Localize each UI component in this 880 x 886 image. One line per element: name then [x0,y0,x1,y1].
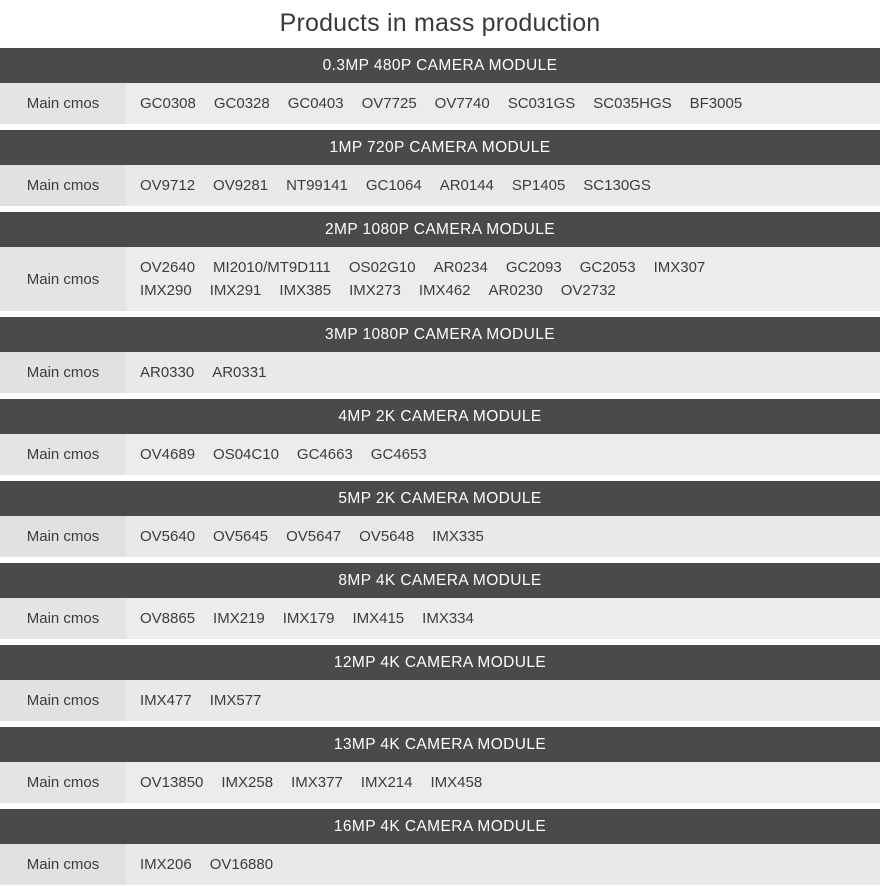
section-header: 16MP 4K CAMERA MODULE [0,809,880,844]
cmos-chip: SC035HGS [593,95,672,112]
cmos-chip: SP1405 [511,177,566,194]
cmos-chip: OV2732 [560,282,616,299]
cmos-chip: OV4689 [140,446,196,463]
cmos-chip: IMX334 [422,610,474,627]
cmos-chip: GC0328 [213,95,270,112]
cmos-chip: IMX214 [360,774,413,791]
row-values [126,762,880,803]
row-label: Main cmos [0,352,126,393]
cmos-chip: OV2640 [140,259,196,276]
cmos-chip: GC2053 [579,259,636,276]
row-label: Main cmos [0,247,126,311]
row-values [126,598,880,639]
row-values [126,516,880,557]
cmos-chip: OS02G10 [348,259,416,276]
cmos-chip: AR0330 [140,364,195,381]
table-row [0,762,880,804]
cmos-chip: NT99141 [286,177,348,194]
cmos-chip: OV5648 [359,528,415,545]
row-label: Main cmos [0,598,126,639]
page-title: Products in mass production [279,9,601,37]
section-header: 13MP 4K CAMERA MODULE [0,727,880,762]
cmos-chip: IMX377 [291,774,343,791]
cmos-chip: OV7725 [361,95,417,112]
row-values [126,165,880,206]
cmos-chip: IMX258 [221,774,274,791]
row-values [126,680,880,721]
cmos-chip: OV5645 [213,528,269,545]
cmos-chip: IMX335 [432,528,484,545]
cmos-chip: OV9281 [213,177,269,194]
cmos-chip: OV8865 [140,610,196,627]
row-label: Main cmos [0,762,126,803]
row-label: Main cmos [0,680,126,721]
section-header: 0.3MP 480P CAMERA MODULE [0,48,880,83]
cmos-chip: IMX219 [213,610,265,627]
table-row [0,83,880,125]
cmos-chip: IMX273 [349,282,401,299]
cmos-chip: GC4663 [296,446,353,463]
section-header: 4MP 2K CAMERA MODULE [0,399,880,434]
table-row [0,247,880,312]
cmos-chip: GC4653 [370,446,427,463]
cmos-chip: OV9712 [140,177,196,194]
cmos-chip: OV5640 [140,528,196,545]
cmos-chip: AR0230 [488,282,543,299]
cmos-chip: AR0144 [439,177,494,194]
cmos-chip: IMX477 [140,692,192,709]
section-header: 5MP 2K CAMERA MODULE [0,481,880,516]
row-label: Main cmos [0,165,126,206]
cmos-chip: IMX458 [430,774,483,791]
cmos-chip: IMX415 [352,610,405,627]
cmos-chip: IMX577 [209,692,262,709]
table-row [0,680,880,722]
cmos-chip: GC1064 [365,177,422,194]
products-table [0,48,880,886]
section-header: 3MP 1080P CAMERA MODULE [0,317,880,352]
row-values [126,352,880,393]
row-label: Main cmos [0,516,126,557]
row-label: Main cmos [0,434,126,475]
section-header: 1MP 720P CAMERA MODULE [0,130,880,165]
cmos-chip: MI2010/MT9D111 [213,259,331,276]
table-row [0,352,880,394]
cmos-chip: BF3005 [689,95,743,112]
table-row [0,516,880,558]
section-header: 12MP 4K CAMERA MODULE [0,645,880,680]
cmos-chip: IMX385 [279,282,332,299]
cmos-chip: IMX290 [140,282,192,299]
cmos-chip: SC130GS [583,177,651,194]
table-row [0,434,880,476]
cmos-chip: OV16880 [209,856,274,873]
cmos-chip: OV13850 [140,774,204,791]
row-values [126,844,880,885]
cmos-chip: SC031GS [507,95,576,112]
cmos-chip: IMX291 [209,282,262,299]
section-header: 8MP 4K CAMERA MODULE [0,563,880,598]
cmos-chip: OV7740 [434,95,490,112]
row-label: Main cmos [0,844,126,885]
row-label: Main cmos [0,83,126,124]
cmos-chip: IMX206 [140,856,192,873]
table-row [0,165,880,207]
cmos-chip: IMX179 [282,610,335,627]
row-values [126,434,880,475]
cmos-chip: IMX462 [418,282,471,299]
section-header: 2MP 1080P CAMERA MODULE [0,212,880,247]
cmos-chip: OV5647 [286,528,342,545]
cmos-chip: GC2093 [505,259,562,276]
row-values [126,247,880,311]
table-row [0,598,880,640]
cmos-chip: OS04C10 [213,446,279,463]
cmos-chip: GC0308 [140,95,196,112]
cmos-chip: AR0331 [212,364,267,381]
cmos-chip: IMX307 [653,259,706,276]
cmos-chip: GC0403 [287,95,344,112]
cmos-chip: AR0234 [433,259,488,276]
row-values [126,83,880,124]
